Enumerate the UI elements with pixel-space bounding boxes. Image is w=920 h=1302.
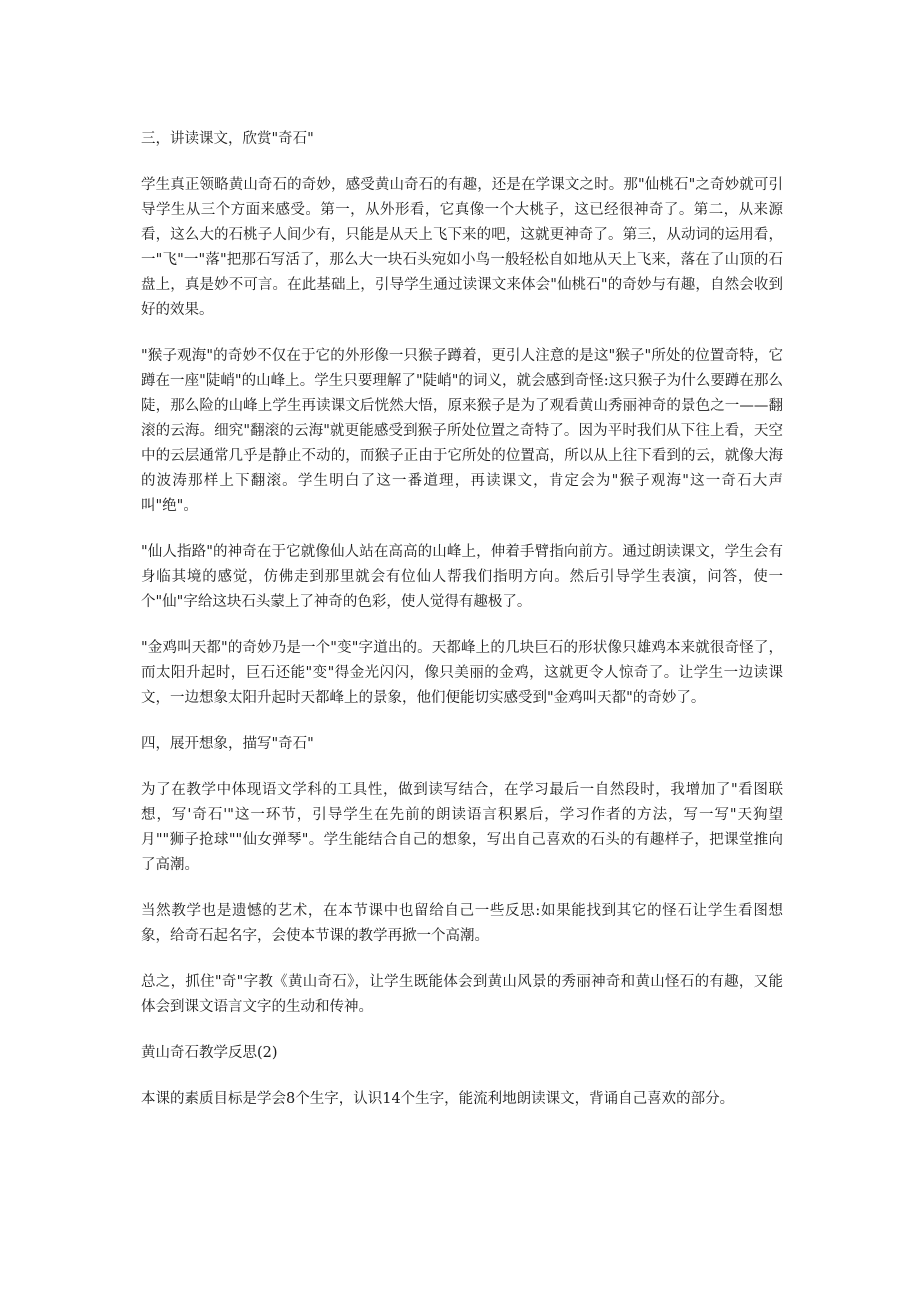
paragraph-immortal-pointing: "仙人指路"的神奇在于它就像仙人站在高高的山峰上，伸着手臂指向前方。通过朗读课文，学生会有身临其境的感觉，仿佛走到那里就会有位仙人帮我们指明方向。然后引导学生表演，问答，使一个"仙"字给这块石头蒙上了神奇的色彩，使人觉得有趣极了。	[141, 544, 783, 610]
paragraph-monkey-sea: "猴子观海"的奇妙不仅在于它的外形像一只猴子蹲着，更引人注意的是这"猴子"所处的位置奇特，它蹲在一座"陡峭"的山峰上。学生只要理解了"陡峭"的词义，就会感到奇怪:这只猴子为什么要蹲在那么陡，那么险的山峰上学生再读课文后恍然大悟，原来猴子是为了观看黄山秀丽神奇的景色之一——翻滚的云海。细究"翻滚的云海"就更能感受到猴子所处位置之奇特了。因为平时我们从下往上看，天空中的云层通常几乎是静止不动的，而猴子正由于它所处的位置高，所以从上往下看到的云，就像大海的波涛那样上下翻滚。学生明白了这一番道理，再读课文，肯定会为"猴子观海"这一奇石大声叫"绝"。	[141, 348, 783, 514]
paragraph-xiantao-stone: 学生真正领略黄山奇石的奇妙，感受黄山奇石的有趣，还是在学课文之时。那"仙桃石"之奇妙就可引导学生从三个方面来感受。第一，从外形看，它真像一个大桃子，这已经很神奇了。第二，从来源看，这么大的石桃子人间少有，只能是从天上飞下来的吧，这就更神奇了。第三，从动词的运用看，一"飞"一"落"把那石写活了，那么大一块石头宛如小鸟一般轻松自如地从天上飞来，落在了山顶的石盘上，真是妙不可言。在此基础上，引导学生通过读课文来体会"仙桃石"的奇妙与有趣，自然会收到好的效果。	[141, 177, 783, 318]
paragraph-imagination-writing: 为了在教学中体现语文学科的工具性，做到读写结合，在学习最后一自然段时，我增加了"看图联想，写'奇石'"这一环节，引导学生在先前的朗读语言积累后，学习作者的方法，写一写"天狗望月""狮子抢球""仙女弹琴"。学生能结合自己的想象，写出自己喜欢的石头的有趣样子，把课堂推向了高潮。	[141, 782, 783, 873]
document-body	[141, 127, 783, 1133]
paragraph-reflection: 当然教学也是遗憾的艺术，在本节课中也留给自己一些反思:如果能找到其它的怪石让学生看图想象，给奇石起名字，会使本节课的教学再掀一个高潮。	[141, 903, 783, 944]
paragraph-golden-rooster: "金鸡叫天都"的奇妙乃是一个"变"字道出的。天都峰上的几块巨石的形状像只雄鸡本来就很奇怪了，而太阳升起时，巨石还能"变"得金光闪闪，像只美丽的金鸡，这就更令人惊奇了。让学生一边读课文，一边想象太阳升起时天都峰上的景象，他们便能切实感受到"金鸡叫天都"的奇妙了。	[141, 640, 783, 706]
paragraph-summary: 总之，抓住"奇"字教《黄山奇石》，让学生既能体会到黄山风景的秀丽神奇和黄山怪石的有趣，又能体会到课文语言文字的生动和传神。	[141, 974, 783, 1015]
paragraph-goals: 本课的素质目标是学会8个生字，认识14个生字，能流利地朗读课文，背诵自己喜欢的部分。	[141, 1091, 735, 1107]
section-heading-three: 三，讲读课文，欣赏"奇石"	[141, 131, 314, 147]
subtitle-reflection-2: 黄山奇石教学反思(2)	[141, 1045, 278, 1061]
section-heading-four: 四，展开想象，描写"奇石"	[141, 736, 314, 752]
